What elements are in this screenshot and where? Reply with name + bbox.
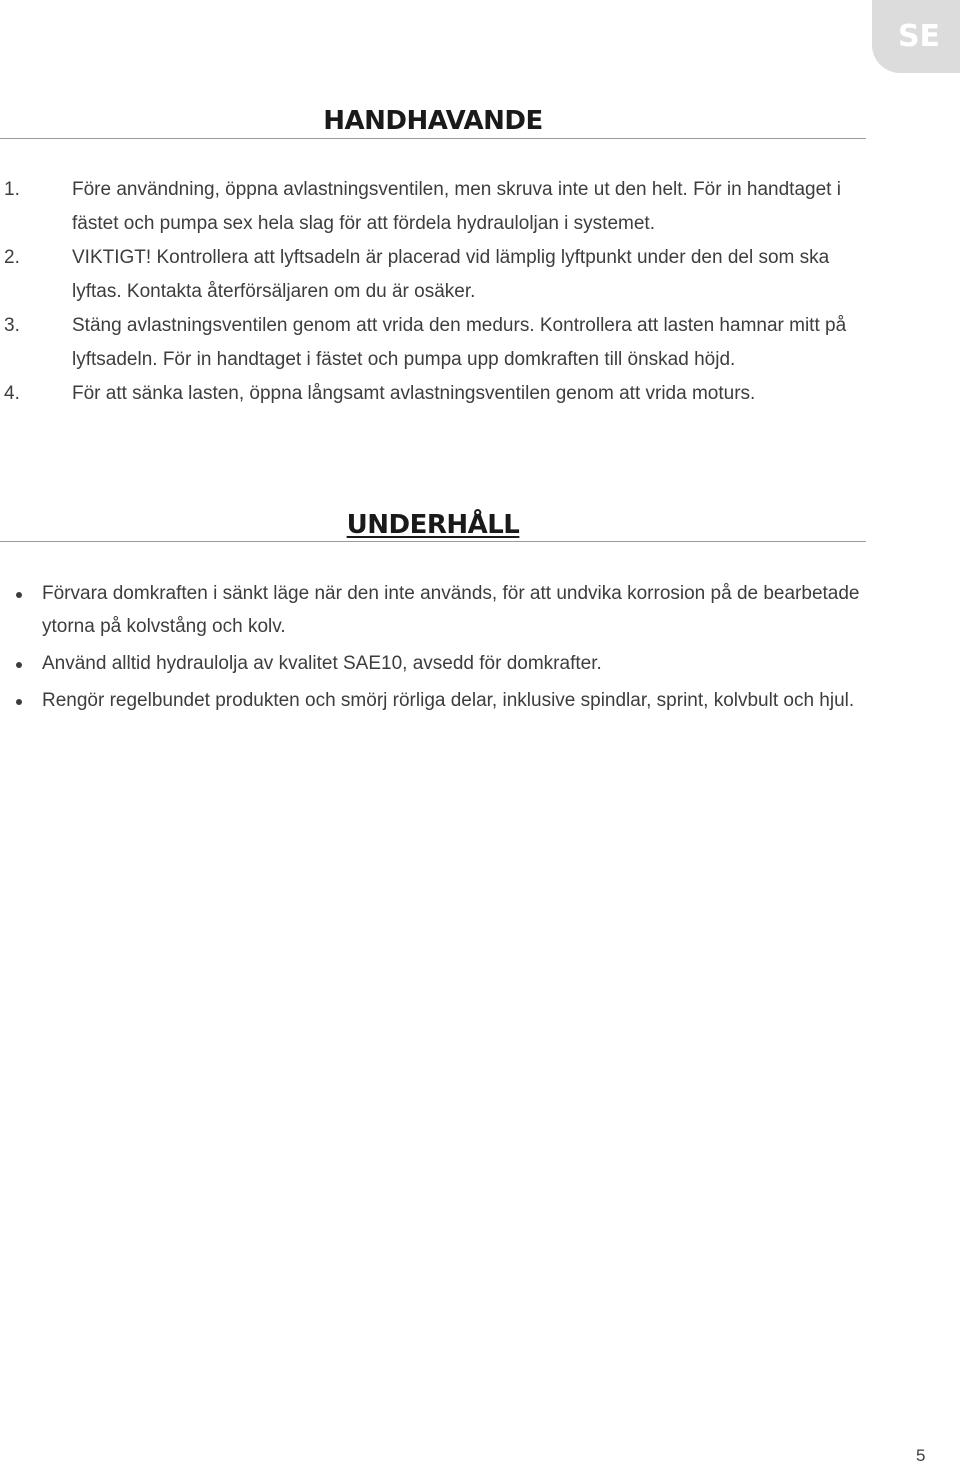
bullet-icon xyxy=(16,699,22,705)
section-divider xyxy=(0,541,866,542)
step-text: Stäng avlastningsventilen genom att vrida den medurs. Kontrollera att lasten hamnar mitt på lyftsadeln. För in handtaget i fästet och pumpa upp domkraften till önskad höjd. xyxy=(72,315,847,370)
list-item xyxy=(0,377,880,411)
bullet-icon xyxy=(16,592,22,598)
operation-steps-list xyxy=(0,173,880,411)
maintenance-list xyxy=(0,577,880,721)
step-text: VIKTIGT! Kontrollera att lyftsadeln är placerad vid lämplig lyftpunkt under den del som ska lyftas. Kontakta återförsäljaren om du är osäker. xyxy=(72,247,830,302)
step-text: För att sänka lasten, öppna långsamt avlastningsventilen genom att vrida moturs. xyxy=(72,383,756,404)
list-item xyxy=(0,684,880,717)
bullet-text: Rengör regelbundet produkten och smörj rörliga delar, inklusive spindlar, sprint, kolvbult och hjul. xyxy=(42,690,855,711)
page-number: 5 xyxy=(916,1446,926,1465)
list-item xyxy=(0,309,880,377)
step-number: 3. xyxy=(4,315,20,336)
bullet-text: Förvara domkraften i sänkt läge när den inte används, för att undvika korrosion på de bearbetade ytorna på kolvstång och kolv. xyxy=(42,583,860,637)
list-item xyxy=(0,647,880,680)
list-item xyxy=(0,173,880,241)
bullet-text: Använd alltid hydraulolja av kvalitet SAE10, avsedd för domkrafter. xyxy=(42,653,602,674)
language-label: SE xyxy=(897,19,941,54)
step-number: 4. xyxy=(4,383,20,404)
language-tab xyxy=(872,0,960,73)
list-item xyxy=(0,577,880,643)
step-number: 2. xyxy=(4,247,20,268)
step-number: 1. xyxy=(4,179,20,200)
step-text: Före användning, öppna avlastningsventilen, men skruva inte ut den helt. För in handtaget i fästet och pumpa sex hela slag för att fördela hydrauloljan i systemet. xyxy=(72,179,841,234)
list-item xyxy=(0,241,880,309)
section-title-handhavande: HANDHAVANDE xyxy=(323,106,543,136)
section-divider xyxy=(0,138,866,139)
section-title-text: UNDERHÅLL xyxy=(346,510,520,540)
section-title-underhall xyxy=(0,510,866,540)
bullet-icon xyxy=(16,662,22,668)
